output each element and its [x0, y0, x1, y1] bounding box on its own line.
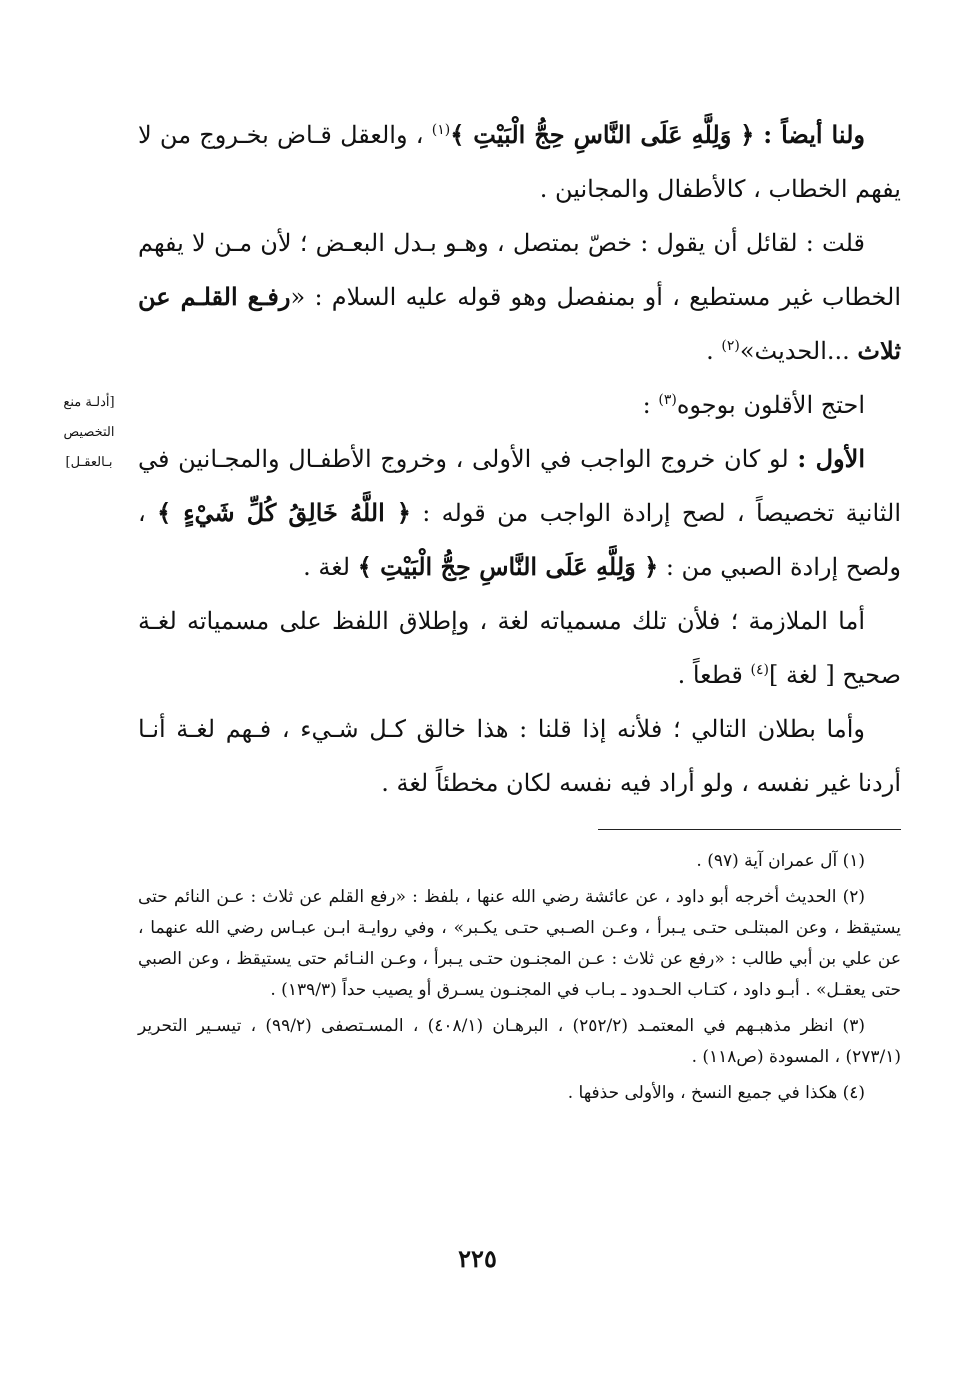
hadith-quote: رفـع القلـم عن ثلاث	[138, 282, 901, 365]
paragraph-3	[138, 378, 901, 432]
paragraph-1-text: ، والعقل قـاض بخـروج من لا يفهم الخطاب ، كالأطفال والمجانين .	[138, 121, 901, 203]
paragraph-5-end: قطعاً .	[677, 661, 743, 689]
quran-verse-hajj: ولنا أيضاً : ﴿ وَلِلَّهِ عَلَى النَّاسِ حِجُّ الْبَيْتِ ﴾	[450, 120, 865, 149]
paragraph-5-text: أما الملازمة ؛ فلأن تلك مسمياته لغة ، وإطلاق اللفظ على مسمياته لغـة صحيح [ لغة ]	[138, 607, 901, 689]
paragraph-4-end: لغة .	[303, 553, 351, 581]
paragraph-4-text: لو كان خروج الواجب في الأولى ، وخروج الأطفـال والمجـانين في الثانية تخصيصاً ، لصح إرادة الواجب من قوله :	[138, 445, 901, 527]
margin-note-line-1: [أدلـة منع	[63, 395, 115, 410]
quran-verse-creator: ﴿ اللَّهُ خَالِقُ كُلِّ شَيْءٍ ﴾	[157, 498, 411, 527]
paragraph-2-hadith-end: ...الحديث»	[739, 337, 850, 365]
footnote-1: (١) آل عمران آية (٩٧) .	[696, 851, 865, 871]
paragraph-2-text: قلت : لقائل أن يقول : خصّ بمتصل ، وهـو بـدل البعـض ؛ لأن مـن لا يفهم الخطاب غير مستطيع ، أو بمنفصل وهو قوله عليه السلام : «	[138, 229, 901, 311]
footnote-ref-2: (٢)	[721, 338, 740, 354]
footnote-ref-3: (٣)	[658, 392, 677, 408]
footnotes	[138, 846, 901, 1109]
paragraph-2	[138, 216, 901, 378]
paragraph-3-colon: :	[642, 391, 651, 419]
footnote-4: (٤) هكذا في جميع النسخ ، والأولى حذفها .	[567, 1083, 865, 1103]
footnote-ref-1: (١)	[431, 122, 451, 138]
page-number: ٢٢٥	[458, 1244, 497, 1273]
paragraph-3-text: احتج الأقلون بوجوه	[676, 391, 865, 419]
paragraph-5	[138, 594, 901, 702]
margin-note	[30, 388, 148, 478]
first-argument-heading: الأول :	[797, 444, 865, 473]
footnote-separator	[598, 829, 901, 830]
margin-note-line-3: بـالعقـل]	[65, 455, 113, 470]
footnote-3: (٣) انظر مذهبـهم في المعتمـد (٢٥٢/٢) ، البرهـان (٤٠٨/١) ، المسـتصفى (٩٩/٢) ، تيسـير التحرير (٢٧٣/١) ، المسودة (ص١١٨) .	[138, 1016, 901, 1067]
main-text	[138, 108, 901, 810]
margin-note-line-2: التخصيص	[63, 425, 115, 440]
paragraph-4	[138, 432, 901, 594]
quran-verse-hajj-2: ﴿ وَلِلَّهِ عَلَى النَّاسِ حِجُّ الْبَيْتِ ﴾	[357, 552, 659, 581]
paragraph-6: وأما بطلان التالي ؛ فلأنه إذا قلنا : هذا خالق كـل شـيء ، فـهم لغـة أنـا أردنا غير نفسه ، ولو أراد فيه نفسه لكان مخطئاً لغة .	[138, 715, 901, 797]
footnote-2: (٢) الحديث أخرجه أبو داود ، عن عائشة رضي الله عنها ، بلفظ : «رفع القلم عن ثلاث : عـن النائم حتى يستيقظ ، وعن المبتلـى حتـى يـبرأ ، وعـن الصـبي حتـى يكـبر» ، وفي روايـة ابـن عبـاس رضي الله عنهما ، عن علي بن أبي طالب : «رفع عن ثلاث : عـن المجنـون حتـى يـبرأ ، وعـن النـائم حتى يستيقظ ، وعن الصبي حتى يعقـل» . أبـو داود ، كتـاب الحـدود ـ بـاب في المجنـون يسـرق أو يصيب حداً (١٣٩/٣) .	[138, 887, 901, 1000]
paragraph-4-text-2: ، ولصح إرادة الصبي من :	[138, 499, 901, 581]
paragraph-1	[138, 108, 901, 216]
paragraph-2-period: .	[706, 337, 714, 365]
footnote-ref-4: (٤)	[750, 662, 770, 678]
